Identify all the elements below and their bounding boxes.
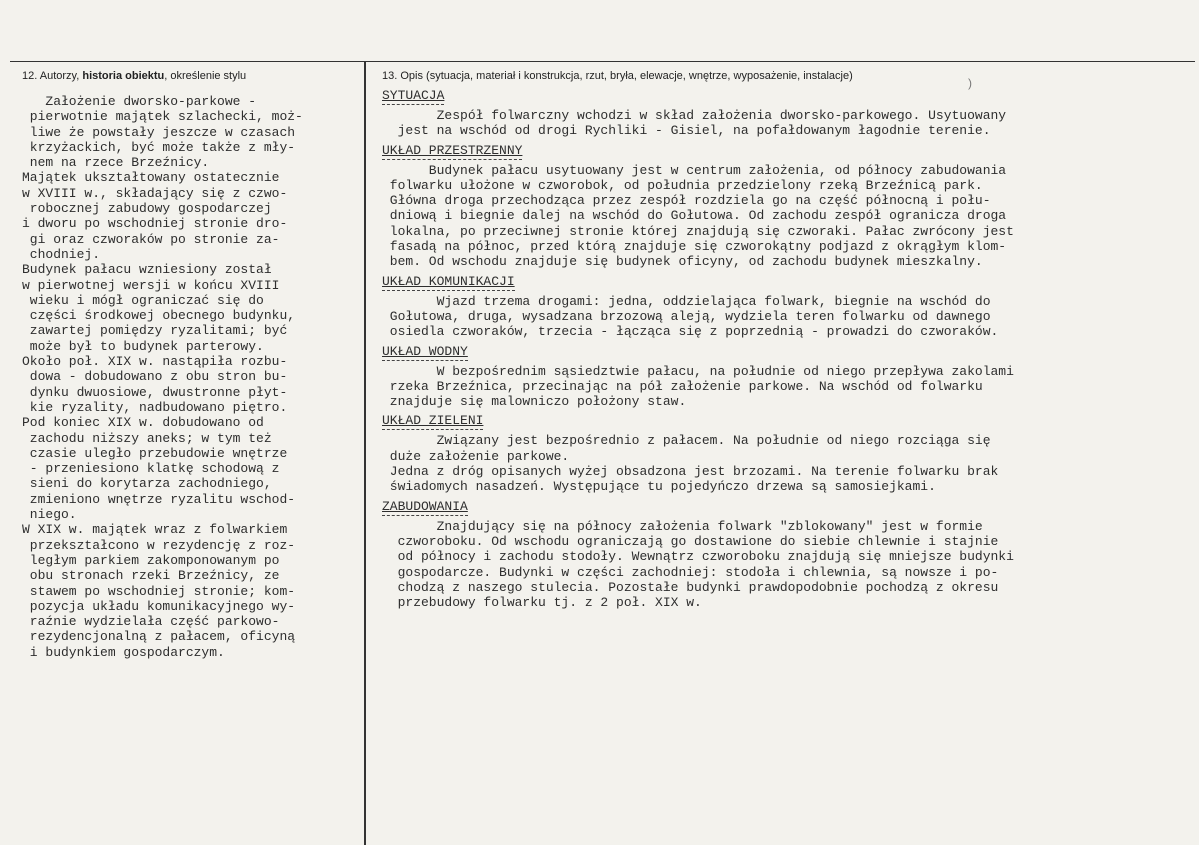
top-rule bbox=[10, 61, 1195, 62]
history-line: Założenie dworsko-parkowe - bbox=[22, 94, 257, 109]
section-line: gospodarcze. Budynki w części zachodniej: stodoła i chlewnia, są nowsze i po- bbox=[382, 564, 999, 580]
section-heading: ZABUDOWANIA bbox=[382, 498, 468, 514]
history-line: wieku i mógł ograniczać się do bbox=[22, 292, 264, 308]
history-line: i dworu po wschodniej stronie dro- bbox=[22, 216, 288, 232]
section-line: bem. Od wschodu znajduje się budynek oficyny, od zachodu budynek mieszkalny. bbox=[382, 254, 983, 270]
section-line: jest na wschód od drogi Rychliki - Gisiel, na pofałdowanym łagodnie terenie. bbox=[382, 123, 991, 139]
section-line: duże założenie parkowe. bbox=[382, 448, 570, 464]
section-12-header bbox=[22, 70, 246, 82]
history-line: przekształcono w rezydencję z roz- bbox=[22, 537, 296, 553]
history-line: części środkowej obecnego budynku, bbox=[22, 308, 296, 324]
section-heading: UKŁAD WODNY bbox=[382, 343, 468, 359]
section-line: od północy i zachodu stodoły. Wewnątrz czworoboku znajdują się mniejsze budynki bbox=[382, 549, 1014, 565]
section-line: W bezpośrednim sąsiedztwie pałacu, na południe od niego przepływa zakolami bbox=[382, 363, 1014, 379]
history-line: dynku dwuosiowe, dwustronne płyt- bbox=[22, 384, 288, 400]
column-divider bbox=[364, 61, 366, 845]
section-body bbox=[382, 433, 1182, 494]
history-line: gi oraz czworaków po stronie za- bbox=[22, 231, 280, 247]
section-line: Wjazd trzema drogami: jedna, oddzielająca folwark, biegnie na wschód do bbox=[382, 293, 991, 309]
history-line: pozycja układu komunikacyjnego wy- bbox=[22, 598, 296, 614]
section-12-number: 12. bbox=[22, 70, 38, 82]
section-body bbox=[382, 163, 1182, 270]
section-heading: UKŁAD KOMUNIKACJI bbox=[382, 273, 515, 289]
section-12-label-pre: Autorzy, bbox=[39, 70, 83, 82]
section-line: folwarku ułożone w czworobok, od południa przedzielony rzeką Brzeźnicą park. bbox=[382, 177, 983, 193]
history-line: sieni do korytarza zachodniego, bbox=[22, 476, 272, 492]
description-section bbox=[382, 274, 1182, 340]
history-line: zachodu niższy aneks; w tym też bbox=[22, 430, 272, 446]
history-line: chodniej. bbox=[22, 246, 101, 262]
section-heading: UKŁAD ZIELENI bbox=[382, 413, 484, 429]
history-line: Budynek pałacu wzniesiony został bbox=[22, 262, 272, 278]
description-section bbox=[382, 143, 1182, 270]
description-section bbox=[382, 88, 1182, 139]
history-line: W XIX w. majątek wraz z folwarkiem bbox=[22, 522, 288, 538]
section-line: dniową i biegnie dalej na wschód do Gołutowa. Od zachodu zespół ogranicza droga bbox=[382, 208, 1007, 224]
history-line: stawem po wschodniej stronie; kom- bbox=[22, 583, 296, 599]
section-body bbox=[382, 108, 1182, 139]
history-line: robocznej zabudowy gospodarczej bbox=[22, 201, 272, 217]
history-line: czasie uległo przebudowie wnętrze bbox=[22, 445, 288, 461]
section-line: Gołutowa, druga, wysadzana brzozową aleją, wydziela teren folwarku od dawnego bbox=[382, 308, 991, 324]
margin-mark: ) bbox=[968, 76, 972, 90]
section-line: czworoboku. Od wschodu ograniczają go dostawione do siebie chlewnie i stajnie bbox=[382, 533, 999, 549]
section-line: Znajdujący się na północy założenia folwark "zblokowany" jest w formie bbox=[382, 518, 983, 534]
history-line: - przeniesiono klatkę schodową z bbox=[22, 461, 280, 477]
section-line: chodzą z naszego stulecia. Pozostałe budynki prawdopodobnie pochodzą z okresu bbox=[382, 579, 999, 595]
description-section bbox=[382, 344, 1182, 410]
history-line: zawartej pomiędzy ryzalitami; być bbox=[22, 323, 288, 339]
history-line: pierwotnie majątek szlachecki, moż- bbox=[22, 109, 303, 125]
section-line: Budynek pałacu usytuowany jest w centrum założenia, od północy zabudowania bbox=[382, 162, 1007, 178]
history-line: obu stronach rzeki Brzeźnicy, ze bbox=[22, 568, 280, 584]
section-line: Główna droga przechodząca przez zespół rozdziela go na część północną i połu- bbox=[382, 193, 991, 209]
history-line: raźnie wydzielała część parkowo- bbox=[22, 614, 280, 630]
section-line: Jedna z dróg opisanych wyżej obsadzona jest brzozami. Na terenie folwarku brak bbox=[382, 464, 999, 480]
history-line: Około poł. XIX w. nastąpiła rozbu- bbox=[22, 354, 288, 370]
section-line: osiedla czworaków, trzecia - łącząca się z poprzednią - prowadzi do czworaków. bbox=[382, 324, 999, 340]
section-line: Związany jest bezpośrednio z pałacem. Na południe od niego rozciąga się bbox=[382, 433, 991, 449]
history-line: krzyżackich, być może także z mły- bbox=[22, 139, 296, 155]
section-heading: SYTUACJA bbox=[382, 88, 445, 103]
history-line: nem na rzece Brzeźnicy. bbox=[22, 155, 210, 171]
history-line: zmieniono wnętrze ryzalitu wschod- bbox=[22, 491, 296, 507]
section-heading: UKŁAD PRZESTRZENNY bbox=[382, 142, 523, 158]
section-body bbox=[382, 294, 1182, 340]
history-line: dowa - dobudowano z obu stron bu- bbox=[22, 369, 288, 385]
section-13-header bbox=[382, 70, 853, 82]
section-line: przebudowy folwarku tj. z 2 poł. XIX w. bbox=[382, 595, 702, 611]
section-line: świadomych nasadzeń. Występujące tu pojedyńczo drzewa są samosiejkami. bbox=[382, 479, 936, 495]
section-line: lokalna, po przeciwnej stronie której znajdują się czworaki. Pałac zwrócony jest bbox=[382, 223, 1014, 239]
history-line: Pod koniec XIX w. dobudowano od bbox=[22, 415, 264, 431]
section-12-label-post: , określenie stylu bbox=[164, 70, 247, 82]
section-body bbox=[382, 364, 1182, 410]
section-12-label-bold: historia obiektu bbox=[82, 70, 165, 82]
history-text bbox=[22, 94, 364, 660]
history-line: w pierwotnej wersji w końcu XVIII bbox=[22, 277, 280, 293]
history-line: niego. bbox=[22, 507, 77, 523]
history-line: rezydencjonalną z pałacem, oficyną bbox=[22, 629, 296, 645]
history-line: liwe że powstały jeszcze w czasach bbox=[22, 124, 296, 140]
description-text bbox=[382, 88, 1182, 614]
section-13-label: Opis (sytuacja, materiał i konstrukcja, rzut, bryła, elewacje, wnętrze, wyposażenie, instalacje) bbox=[400, 70, 853, 82]
section-13-number: 13. bbox=[382, 70, 398, 82]
section-line: fasadą na północ, przed którą znajduje się czworokątny podjazd z okrągłym klom- bbox=[382, 239, 1007, 255]
history-line: Majątek ukształtowany ostatecznie bbox=[22, 170, 280, 186]
history-line: kie ryzality, nadbudowano piętro. bbox=[22, 399, 288, 415]
history-line: w XVIII w., składający się z czwo- bbox=[22, 185, 288, 201]
description-section bbox=[382, 413, 1182, 494]
history-line: może był to budynek parterowy. bbox=[22, 338, 264, 354]
history-line: ległym parkiem zakomponowanym po bbox=[22, 552, 280, 568]
section-body bbox=[382, 519, 1182, 611]
section-line: Zespół folwarczny wchodzi w skład założenia dworsko-parkowego. Usytuowany bbox=[382, 108, 1007, 123]
history-line: i budynkiem gospodarczym. bbox=[22, 644, 225, 660]
section-line: znajduje się malowniczo położony staw. bbox=[382, 394, 687, 410]
description-section bbox=[382, 499, 1182, 611]
section-line: rzeka Brzeźnica, przecinając na pół założenie parkowe. Na wschód od folwarku bbox=[382, 378, 983, 394]
